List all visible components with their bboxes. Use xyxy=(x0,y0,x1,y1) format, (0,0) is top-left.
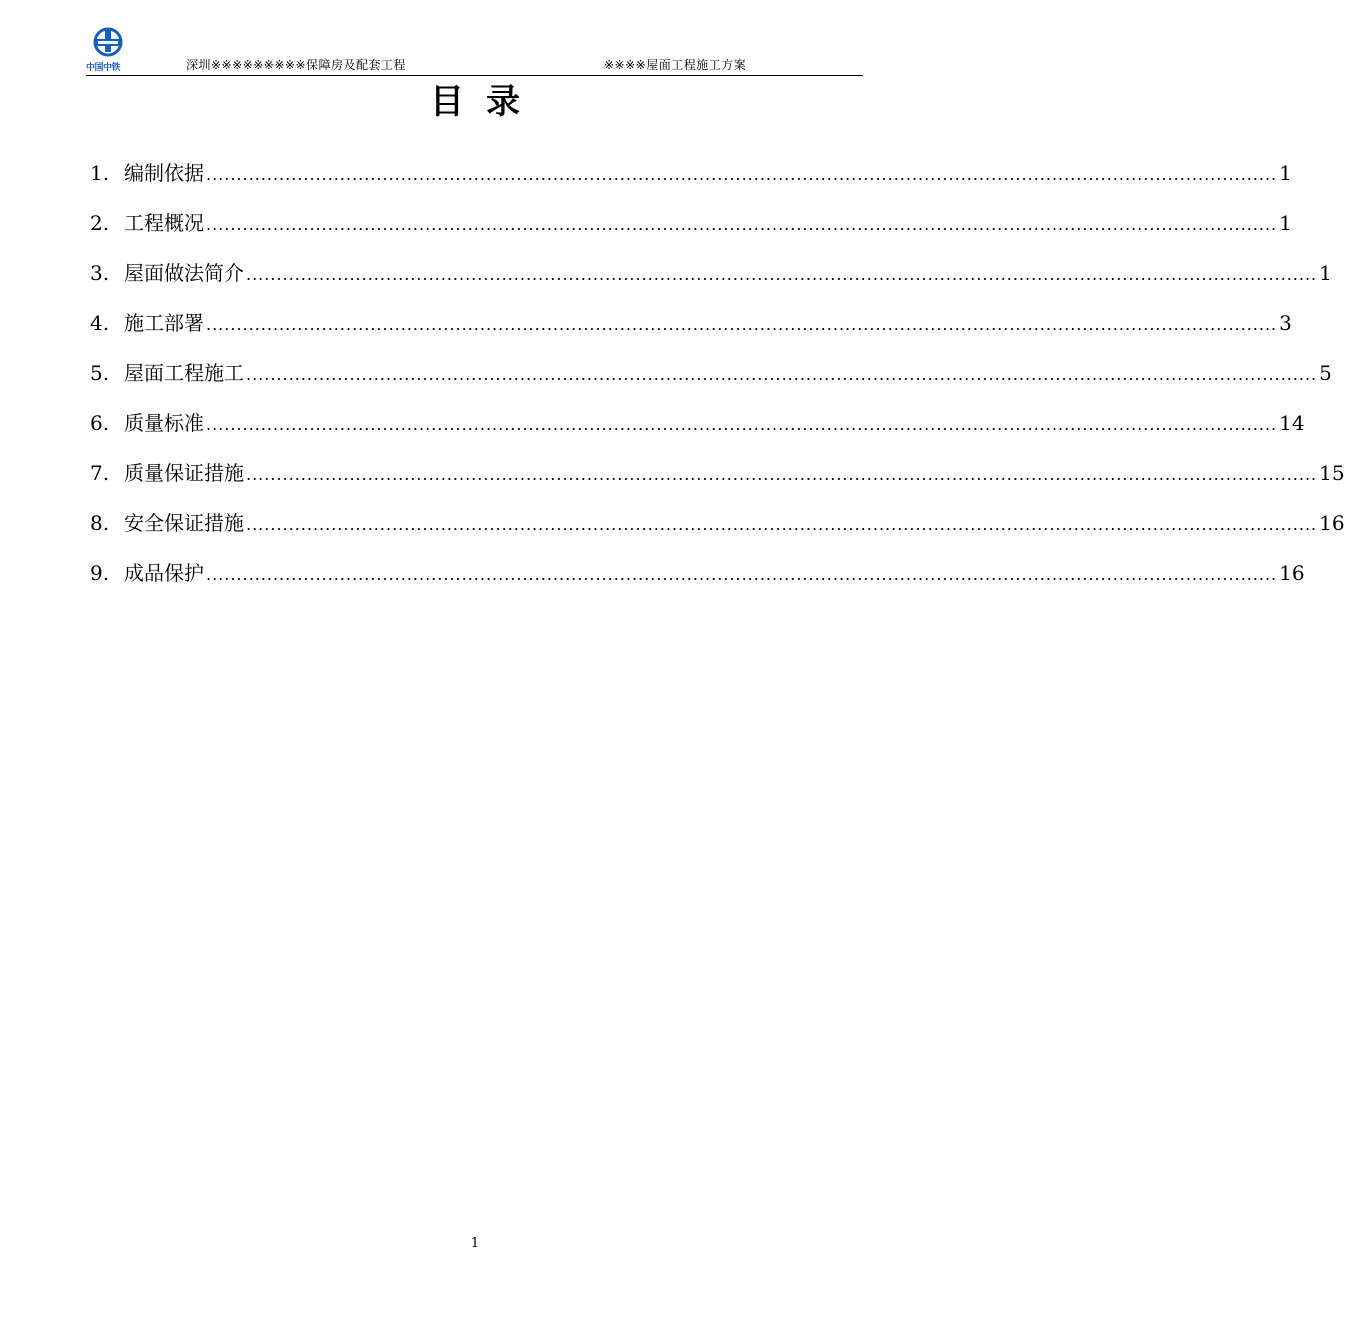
toc-entry-page: 14 xyxy=(1279,411,1305,435)
toc-entry-page: 15 xyxy=(1319,461,1345,485)
toc-entry[interactable] xyxy=(90,206,1292,256)
page-title: 目录 xyxy=(430,82,542,122)
toc-entry-label: 质量标准 xyxy=(124,411,204,435)
toc-entry[interactable] xyxy=(90,556,1305,606)
toc-dot-leader: ................................................................................................................................................................................ xyxy=(246,465,1318,484)
toc-dot-leader: ................................................................................................................................................................................ xyxy=(206,315,1278,334)
toc-entry-number: 2. xyxy=(90,211,110,235)
toc-entry-page: 1 xyxy=(1279,161,1292,185)
toc-entry-label: 施工部署 xyxy=(124,311,204,335)
toc-entry-page: 16 xyxy=(1319,511,1345,535)
toc-entry-number: 4. xyxy=(90,311,110,335)
toc-entry-page: 1 xyxy=(1319,261,1332,285)
toc-dot-leader: ................................................................................................................................................................................ xyxy=(206,215,1278,234)
toc-entry-page: 16 xyxy=(1279,561,1305,585)
toc-entry-number: 3. xyxy=(90,261,110,285)
toc-entry-page: 1 xyxy=(1279,211,1292,235)
toc-entry-number: 5. xyxy=(90,361,110,385)
toc-entry-number: 1. xyxy=(90,161,110,185)
toc-dot-leader: ................................................................................................................................................................................ xyxy=(206,165,1278,184)
toc-dot-leader: ................................................................................................................................................................................ xyxy=(246,365,1318,384)
toc-entry-label: 质量保证措施 xyxy=(124,461,244,485)
toc-entry-number: 8. xyxy=(90,511,110,535)
header-document-name: ※※※※屋面工程施工方案 xyxy=(604,58,747,72)
toc-entry-number: 7. xyxy=(90,461,110,485)
toc-entry-label: 编制依据 xyxy=(124,161,204,185)
toc-dot-leader: ................................................................................................................................................................................ xyxy=(246,265,1318,284)
toc-entry-label: 屋面工程施工 xyxy=(124,361,244,385)
toc-entry-page: 5 xyxy=(1319,361,1332,385)
toc-entry-page: 3 xyxy=(1279,311,1292,335)
toc-entry[interactable] xyxy=(90,156,1292,206)
toc-entry-label: 屋面做法简介 xyxy=(124,261,244,285)
header-project-name: 深圳※※※※※※※※※保障房及配套工程 xyxy=(186,58,406,72)
toc-dot-leader: ................................................................................................................................................................................ xyxy=(206,415,1278,434)
toc-entry[interactable] xyxy=(90,506,1345,556)
toc-entry[interactable] xyxy=(90,406,1305,456)
logo-caption: 中国中铁 xyxy=(86,63,121,73)
toc-dot-leader: ................................................................................................................................................................................ xyxy=(206,565,1278,584)
toc-entry[interactable] xyxy=(90,456,1345,506)
page-number: 1 xyxy=(470,1236,480,1251)
toc-entry-number: 9. xyxy=(90,561,110,585)
toc-entry-label: 安全保证措施 xyxy=(124,511,244,535)
table-of-contents xyxy=(90,156,1345,606)
toc-dot-leader: ................................................................................................................................................................................ xyxy=(246,515,1318,534)
toc-entry-number: 6. xyxy=(90,411,110,435)
toc-entry-label: 成品保护 xyxy=(124,561,204,585)
toc-entry[interactable] xyxy=(90,356,1332,406)
toc-entry[interactable] xyxy=(90,306,1292,356)
toc-entry-label: 工程概况 xyxy=(124,211,204,235)
toc-entry[interactable] xyxy=(90,256,1332,306)
